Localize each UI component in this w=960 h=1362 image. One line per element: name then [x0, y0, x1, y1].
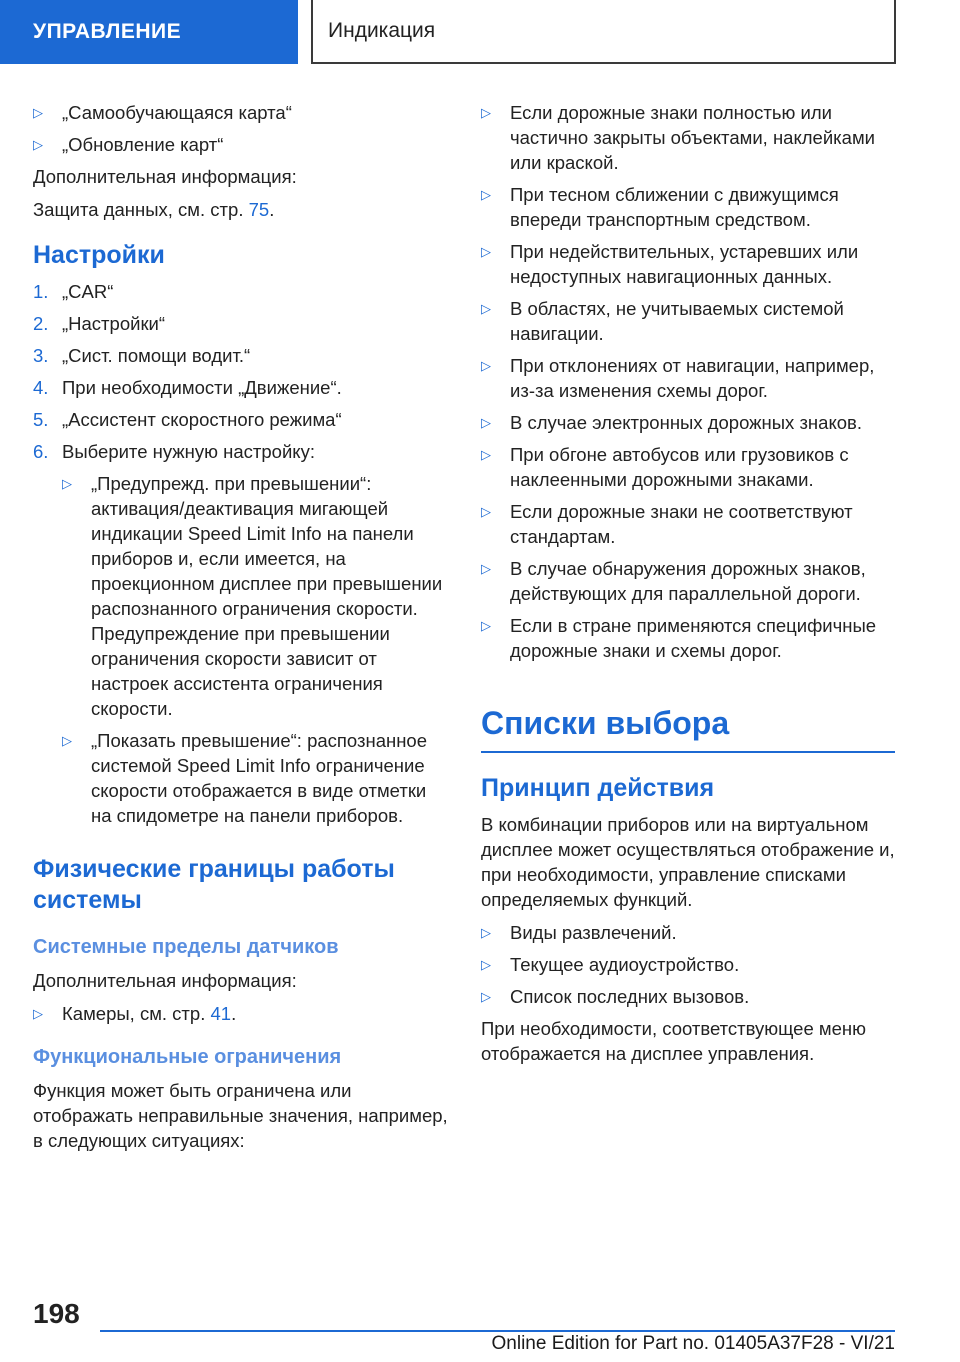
page-number: 198: [33, 1298, 80, 1329]
list-item: ▷ Если дорожные знаки полностью или частично закрыты объектами, наклейками или краской.: [481, 102, 876, 173]
triangle-right-icon: ▷: [481, 187, 491, 202]
step-item: 5. „Ассистент скоростного режима“: [33, 409, 342, 430]
step-item: 4. При необходимости „Движение“.: [33, 377, 342, 398]
list-item: ▷ „Предупрежд. при превышении“: активация/деактивация мигающей индикации Speed Limit Info на панели приборов и, если имеется, на проекционном дисплее при превышении распознанного ограничения скорости. Предупреждение при превышении ограничения скорости зависит от настроек ассистента ограничения скорости.: [62, 473, 443, 719]
triangle-right-icon: ▷: [481, 925, 491, 940]
list-item: ▷ Список последних вызовов.: [481, 986, 750, 1007]
sensor-label: Дополнительная информация:: [33, 970, 297, 991]
triangle-right-icon: ▷: [62, 476, 72, 491]
triangle-right-icon: ▷: [481, 989, 491, 1004]
info-label: Дополнительная информация:: [33, 166, 297, 187]
triangle-right-icon: ▷: [33, 105, 43, 120]
principle-heading: Принцип действия: [481, 774, 715, 802]
triangle-right-icon: ▷: [33, 1006, 43, 1021]
info-text: Защита данных, см. стр. 75.: [33, 199, 275, 220]
triangle-right-icon: ▷: [481, 358, 491, 373]
triangle-right-icon: ▷: [481, 957, 491, 972]
triangle-right-icon: ▷: [481, 561, 491, 576]
func-heading: Функциональные ограничения: [33, 1046, 342, 1068]
page-link[interactable]: 75: [248, 199, 270, 220]
sensor-heading: Системные пределы датчиков: [33, 936, 339, 958]
settings-heading: Настройки: [33, 241, 165, 269]
list-item: ▷ „Обновление карт“: [33, 134, 224, 155]
triangle-right-icon: ▷: [481, 301, 491, 316]
list-item: ▷ „Самообучающаяся карта“: [33, 102, 292, 123]
step-item: 3. „Сист. помощи водит.“: [33, 345, 251, 366]
triangle-right-icon: ▷: [481, 415, 491, 430]
triangle-right-icon: ▷: [33, 137, 43, 152]
list-item: ▷ При тесном сближении с движущимся впереди транспортным средством.: [481, 184, 839, 230]
left-column: [33, 100, 448, 1161]
list-item: ▷ Если дорожные знаки не соответствуют стандартам.: [481, 501, 853, 547]
triangle-right-icon: ▷: [62, 733, 72, 748]
step-item: 6. Выберите нужную настройку:: [33, 441, 315, 462]
list-item: ▷ Виды развлечений.: [481, 922, 677, 943]
principle-text: В комбинации приборов или на виртуальном дисплее может осуществляться отображение и, при необходимости, управление списками определяемых функций.: [481, 814, 895, 910]
section-title: Индикация: [311, 0, 896, 64]
limits-heading: Физические границы работы системы: [33, 855, 395, 914]
list-item: ▷ Текущее аудиоустройство.: [481, 954, 740, 975]
page-link[interactable]: 41: [210, 1003, 232, 1024]
list-item: ▷ При обгоне автобусов или грузовиков с наклеенными дорожными знаками.: [481, 444, 849, 490]
list-item: ▷ В случае электронных дорожных знаков.: [481, 412, 862, 433]
triangle-right-icon: ▷: [481, 105, 491, 120]
edition-text: Online Edition for Part no. 01405A37F28 - VI/21: [491, 1333, 895, 1354]
heading-divider: [481, 751, 895, 753]
triangle-right-icon: ▷: [481, 447, 491, 462]
list-item: ▷ В областях, не учитываемых системой навигации.: [481, 298, 844, 344]
step-item: 1. „CAR“: [33, 281, 114, 302]
func-text: Функция может быть ограничена или отображать неправильные значения, например, в следующих ситуациях:: [33, 1080, 448, 1151]
list-item: ▷ При отклонениях от навигации, например, из-за изменения схемы дорог.: [481, 355, 875, 401]
list-item: ▷ Если в стране применяются специфичные дорожные знаки и схемы дорог.: [481, 615, 877, 661]
right-column: [481, 100, 895, 1074]
list-item: ▷ В случае обнаружения дорожных знаков, действующих для параллельной дороги.: [481, 558, 866, 604]
list-item: ▷ Камеры, см. стр. 41.: [33, 1003, 237, 1024]
list-item: ▷ „Показать превышение“: распознанное системой Speed Limit Info ограничение скорости отображается в виде отметки на спидометре на панели приборов.: [62, 730, 427, 826]
final-text: При необходимости, соответствующее меню отображается на дисплее управления.: [481, 1018, 866, 1064]
list-item: ▷ При недействительных, устаревших или недоступных навигационных данных.: [481, 241, 859, 287]
step-item: 2. „Настройки“: [33, 313, 166, 334]
triangle-right-icon: ▷: [481, 618, 491, 633]
triangle-right-icon: ▷: [481, 244, 491, 259]
triangle-right-icon: ▷: [481, 504, 491, 519]
footer-divider: [100, 1330, 895, 1332]
lists-heading: Списки выбора: [481, 705, 730, 741]
chapter-tab: УПРАВЛЕНИЕ: [0, 0, 298, 64]
